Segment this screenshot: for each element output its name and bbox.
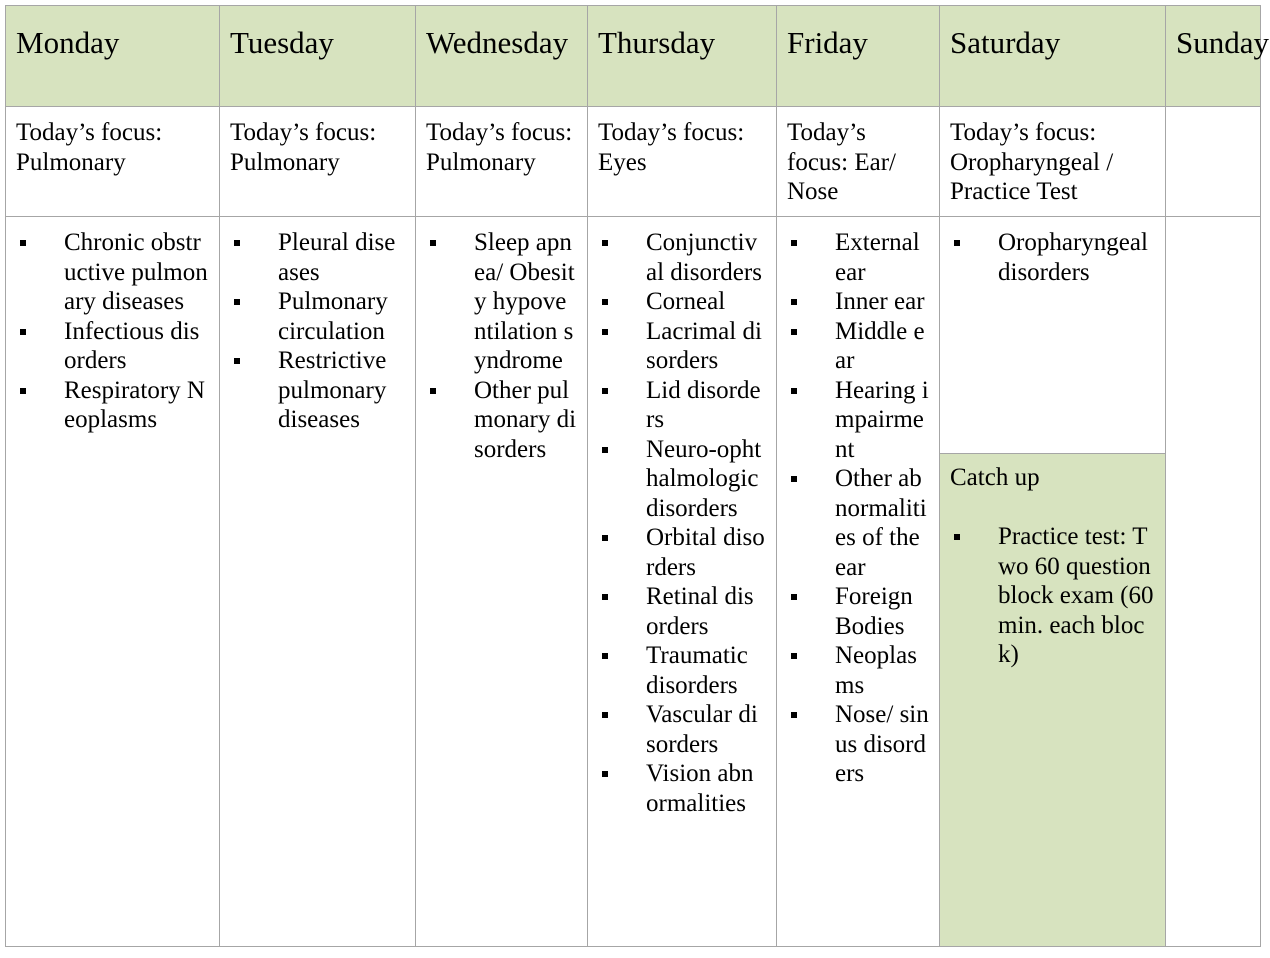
day-header-wednesday: Wednesday bbox=[416, 6, 588, 107]
topic-item: Lid disorders bbox=[598, 376, 766, 435]
topic-list-saturday bbox=[950, 228, 1155, 287]
focus-sunday bbox=[1166, 107, 1261, 217]
topic-list-monday bbox=[16, 228, 209, 435]
topic-item: Oropharyngeal disorders bbox=[950, 228, 1155, 287]
topic-item: Neoplasms bbox=[787, 641, 929, 700]
topics-monday-cell bbox=[6, 217, 220, 947]
topic-item: Restrictive pulmonary diseases bbox=[230, 346, 405, 435]
topic-item: Inner ear bbox=[787, 287, 929, 317]
day-header-friday: Friday bbox=[777, 6, 940, 107]
topic-item: Foreign Bodies bbox=[787, 582, 929, 641]
topic-item: Infectious disorders bbox=[16, 317, 209, 376]
topic-item: Retinal disorders bbox=[598, 582, 766, 641]
day-header-thursday: Thursday bbox=[588, 6, 777, 107]
topic-list-friday bbox=[787, 228, 929, 789]
day-header-sunday: Sunday bbox=[1166, 6, 1261, 107]
topics-thursday-cell bbox=[588, 217, 777, 947]
topic-item: Pulmonary circulation bbox=[230, 287, 405, 346]
topic-list-thursday bbox=[598, 228, 766, 818]
focus-wednesday: Today’s focus: Pulmonary bbox=[416, 107, 588, 217]
topic-item: External ear bbox=[787, 228, 929, 287]
topic-item: Lacrimal disorders bbox=[598, 317, 766, 376]
topics-row bbox=[6, 217, 1261, 947]
topics-tuesday-cell bbox=[220, 217, 416, 947]
focus-saturday: Today’s focus: Oropharyngeal / Practice Test bbox=[940, 107, 1166, 217]
topic-item: Orbital disorders bbox=[598, 523, 766, 582]
topics-wednesday-cell bbox=[416, 217, 588, 947]
topics-saturday-cell bbox=[940, 217, 1166, 947]
topic-item: Vision abnormalities bbox=[598, 759, 766, 818]
day-header-monday: Monday bbox=[6, 6, 220, 107]
topic-list-tuesday bbox=[230, 228, 405, 435]
topic-item: Corneal bbox=[598, 287, 766, 317]
focus-tuesday: Today’s focus: Pulmonary bbox=[220, 107, 416, 217]
topic-item: Chronic obstructive pulmonary diseases bbox=[16, 228, 209, 317]
catch-up-section bbox=[940, 454, 1165, 946]
topics-sunday-cell bbox=[1166, 217, 1261, 947]
topic-item: Practice test: Two 60 question block exam (60 min. each block) bbox=[950, 522, 1155, 670]
focus-friday: Today’s focus: Ear/ Nose bbox=[777, 107, 940, 217]
topic-list-wednesday bbox=[426, 228, 577, 464]
focus-monday: Today’s focus: Pulmonary bbox=[6, 107, 220, 217]
topic-item: Neuro-ophthalmologic disorders bbox=[598, 435, 766, 524]
topic-item: Middle ear bbox=[787, 317, 929, 376]
topic-item: Other pulmonary disorders bbox=[426, 376, 577, 465]
weekly-schedule-table bbox=[5, 5, 1269, 947]
topic-item: Respiratory Neoplasms bbox=[16, 376, 209, 435]
topic-item: Nose/ sinus disorders bbox=[787, 700, 929, 789]
focus-row bbox=[6, 107, 1261, 217]
day-header-saturday: Saturday bbox=[940, 6, 1166, 107]
catch-up-list bbox=[950, 522, 1155, 670]
topic-item: Hearing impairment bbox=[787, 376, 929, 465]
day-header-tuesday: Tuesday bbox=[220, 6, 416, 107]
focus-thursday: Today’s focus: Eyes bbox=[588, 107, 777, 217]
topic-item: Pleural diseases bbox=[230, 228, 405, 287]
day-header-row bbox=[6, 6, 1261, 107]
topic-item: Conjunctival disorders bbox=[598, 228, 766, 287]
catch-up-title: Catch up bbox=[950, 464, 1040, 491]
saturday-topics-section bbox=[940, 217, 1165, 454]
topics-friday-cell bbox=[777, 217, 940, 947]
topic-item: Sleep apnea/ Obesity hypoventilation syndrome bbox=[426, 228, 577, 376]
topic-item: Traumatic disorders bbox=[598, 641, 766, 700]
topic-item: Other abnormalities of the ear bbox=[787, 464, 929, 582]
topic-item: Vascular disorders bbox=[598, 700, 766, 759]
